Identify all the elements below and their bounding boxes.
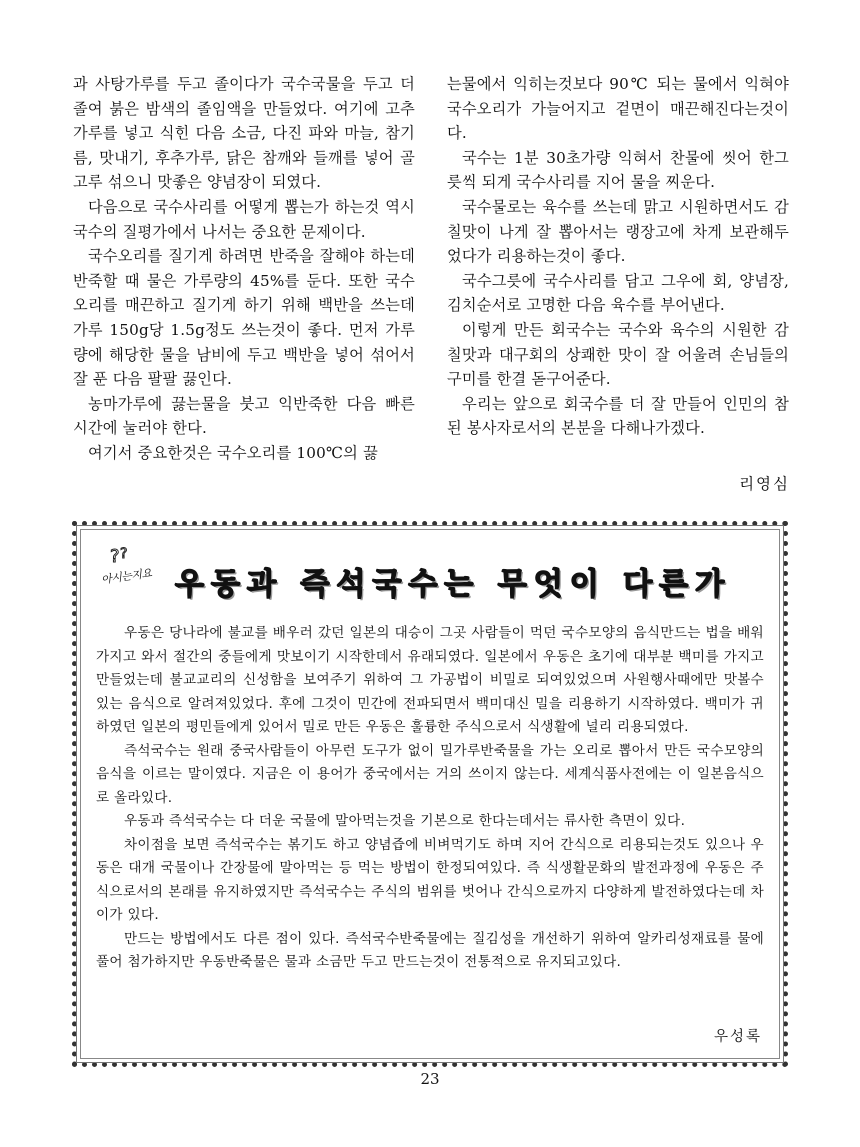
page-number: 23: [420, 1070, 440, 1088]
article-paragraph: 다음으로 국수사리를 어떻게 뽑는가 하는것 역시 국수의 질평가에서 나서는 중요한 문제이다.: [73, 197, 415, 241]
article-paragraph: 국수는 1분 30초가량 익혀서 찬물에 씻어 한그릇씩 되게 국수사리를 지어 물을 찌운다.: [447, 148, 789, 192]
article-author: 리영심: [739, 475, 790, 493]
article-paragraph: 국수물로는 육수를 쓰는데 맑고 시원하면서도 감칠맛이 나게 잘 뽑아서는 랭장고에 차게 보관해두었다가 리용하는것이 좋다.: [447, 197, 789, 266]
sidebar-author: 우성록: [713, 1029, 762, 1045]
article-left-column: [73, 72, 415, 466]
sidebar-body: [96, 622, 764, 975]
article-right-column: [447, 72, 789, 441]
sidebar-paragraph: 차이점을 보면 즉석국수는 볶기도 하고 양념즙에 비벼먹기도 하며 지어 간식으로 리용되는것도 있으나 우동은 대개 국물이나 간장물에 말아먹는 등 먹는 방법이 한정되여있다. 즉 식생활문화의 발전과정에 우동은 주식으로서의 본래를 유지하였지만 즉석국수는 주식의 범위를 벗어나 간식으로까지 다양하게 발전하였다는데 차이가 있다.: [96, 836, 764, 923]
sidebar-kicker: 아시는지요: [100, 566, 153, 587]
article-paragraph: 국수오리를 질기게 하려면 반죽을 잘해야 하는데 반죽할 때 물은 가루량의 45%를 둔다. 또한 국수오리를 매끈하고 질기게 하기 위해 백반을 쓰는데 가루 150g당 1.5g정도 쓰는것이 좋다. 먼저 가루량에 해당한 물을 남비에 두고 백반을 넣어 섞어서 잘 푼 다음 팔팔 끓인다.: [73, 247, 415, 389]
article-paragraph: 국수그릇에 국수사리를 담고 그우에 회, 양념장, 김치순서로 고명한 다음 육수를 부어낸다.: [447, 271, 789, 315]
article-paragraph: 농마가루에 끓는물을 붓고 익반죽한 다음 빠른 시간에 눌러야 한다.: [73, 394, 415, 438]
sidebar-title: 우동과 즉석국수는 무엇이 다른가: [175, 567, 732, 602]
sidebar-paragraph: 우동은 당나라에 불교를 배우러 갔던 일본의 대승이 그곳 사람들이 먹던 국수모양의 음식만드는 법을 배워가지고 와서 절간의 중들에게 맛보이기 시작한데서 유래되였다. 일본에서 우동은 초기에 대부분 백미를 가지고 만들었는데 불교교리의 신성함을 보여주기 위하여 그 가공법이 비밀로 되여있었으며 사원행사때에만 맛볼수 있는 음식으로 알려져있었다. 후에 그것이 민간에 전파되면서 백미대신 밀을 리용하기 시작하였다. 백미가 귀하였던 일본의 평민들에게 있어서 밀로 만든 우동은 훌륭한 주식으로서 식생활에 널리 리용되였다.: [96, 625, 764, 735]
sidebar-paragraph: 만드는 방법에서도 다른 점이 있다. 즉석국수반죽물에는 질김성을 개선하기 위하여 알카리성재료를 물에 풀어 첨가하지만 우동반죽물은 물과 소금만 두고 만드는것이 전통적으로 유지되고있다.: [96, 930, 764, 970]
article-paragraph: 우리는 앞으로 회국수를 더 잘 만들어 인민의 참된 봉사자로서의 본분을 다해나가겠다.: [447, 394, 789, 438]
sidebar-paragraph: 즉석국수는 원래 중국사람들이 아무런 도구가 없이 밀가루반죽물을 가는 오리로 뽑아서 만든 국수모양의 음식을 이르는 말이였다. 지금은 이 용어가 중국에서는 거의 쓰이지 않는다. 세계식품사전에는 이 일본음식으로 올라있다.: [96, 742, 764, 806]
article-paragraph: 이렇게 만든 회국수는 국수와 육수의 시원한 감칠맛과 대구회의 상쾌한 맛이 잘 어울려 손님들의 구미를 한결 돋구어준다.: [447, 320, 789, 389]
svg-text:?: ?: [110, 546, 120, 567]
sidebar-paragraph: 우동과 즉석국수는 다 더운 국물에 말아먹는것을 기본으로 한다는데서는 류사한 측면이 있다.: [124, 813, 686, 829]
article-paragraph: 는물에서 익히는것보다 90℃ 되는 물에서 익혀야 국수오리가 가늘어지고 겉면이 매끈해진다는것이다.: [447, 75, 789, 143]
article-paragraph: 과 사탕가루를 두고 졸이다가 국수국물을 두고 더 졸여 붉은 밤색의 졸임액을 만들었다. 여기에 고추가루를 넣고 식힌 다음 소금, 다진 파와 마늘, 참기름, 맛내기, 후추가루, 닭은 참깨와 들깨를 넣어 골고루 섞으니 맛좋은 양념장이 되였다.: [73, 75, 415, 192]
svg-text:?: ?: [120, 546, 128, 562]
article-paragraph: 여기서 중요한것은 국수오리를 100℃의 끓: [88, 443, 378, 462]
